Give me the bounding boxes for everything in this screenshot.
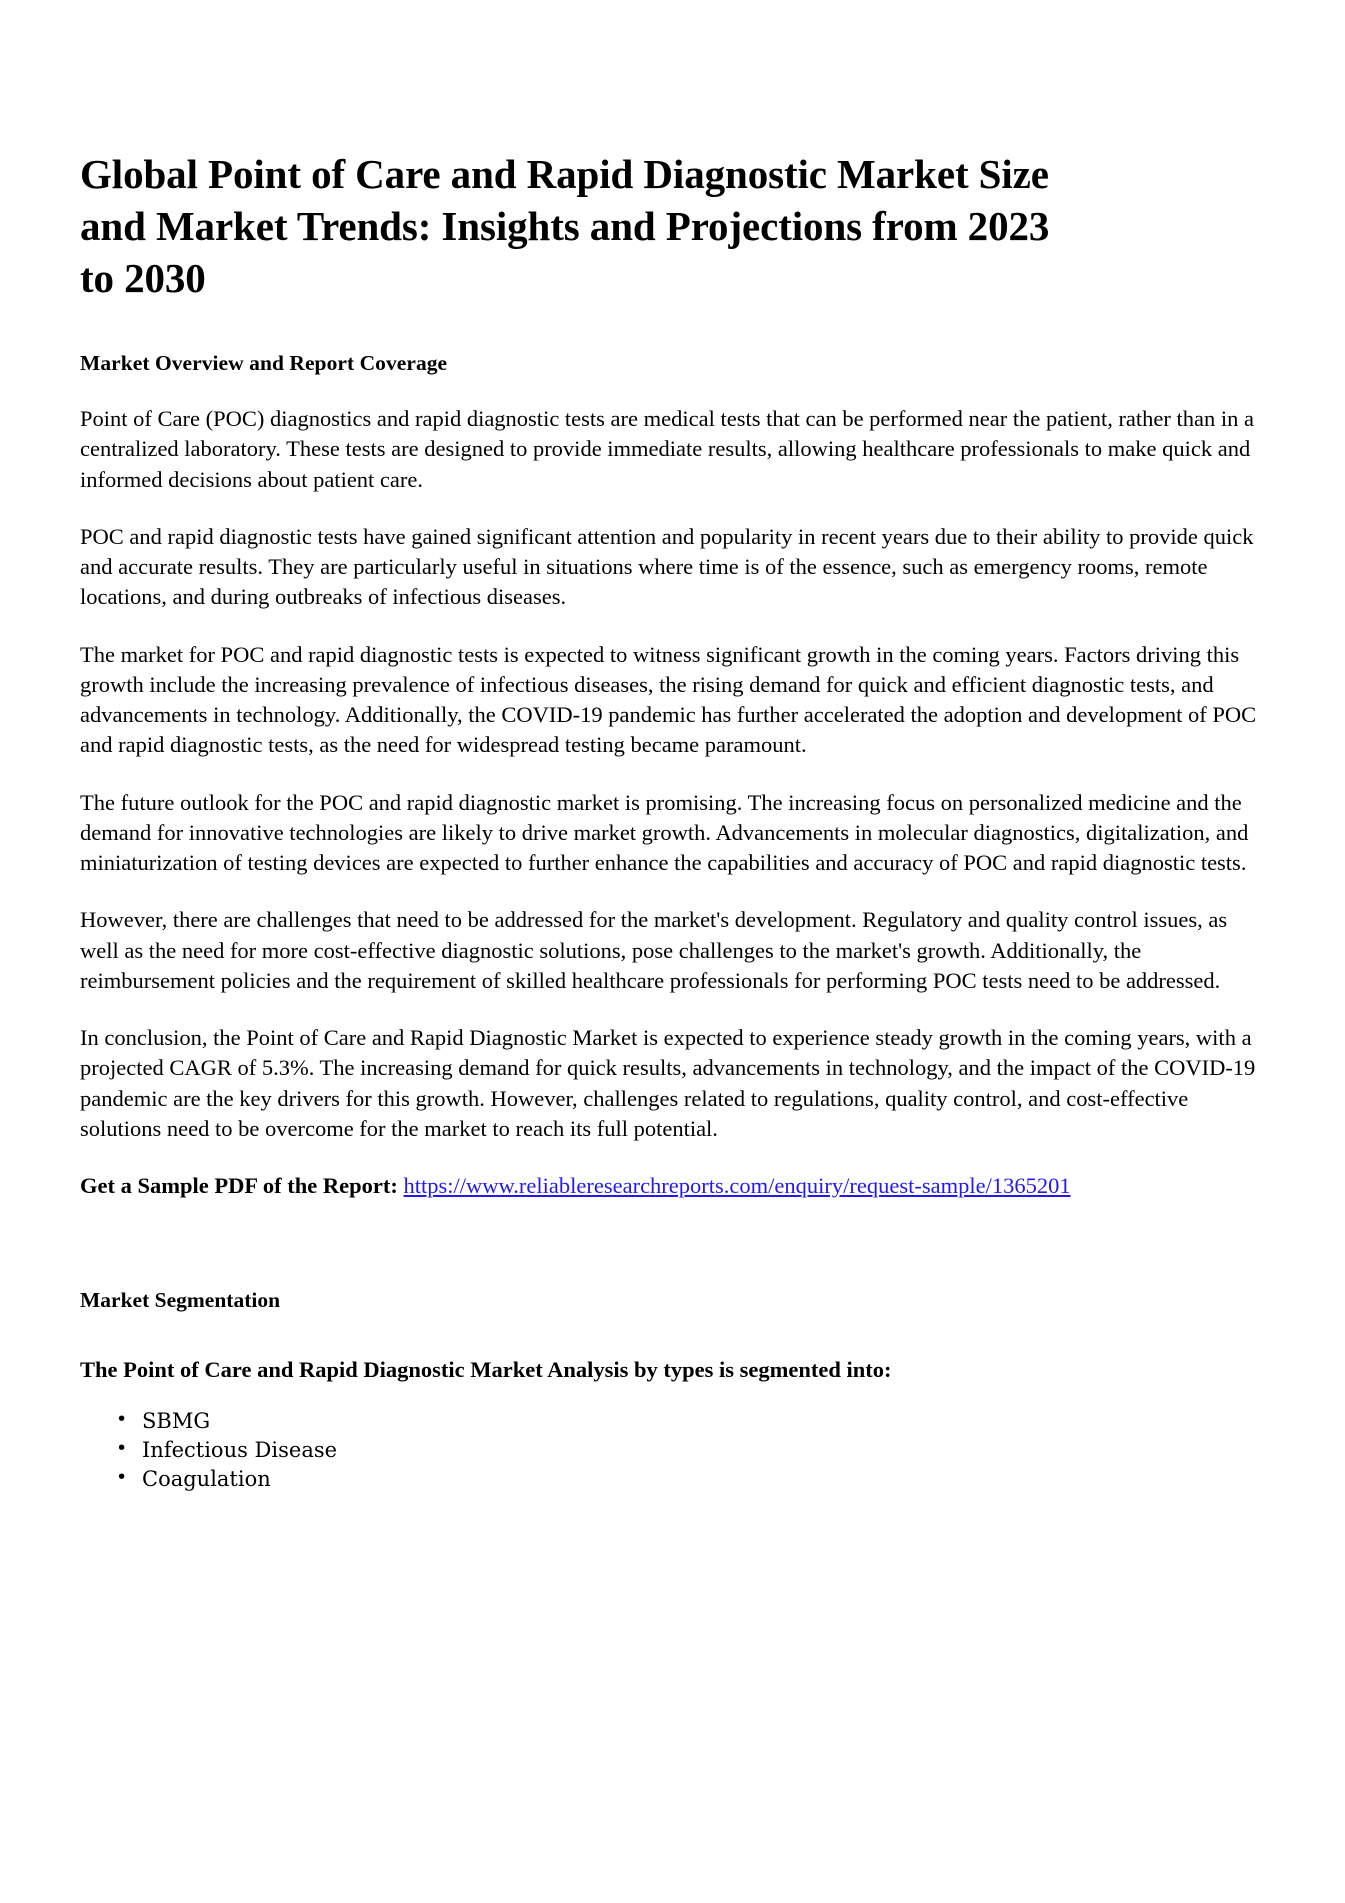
- paragraph-challenges: However, there are challenges that need to be addressed for the market's development. Regulatory and quality control issues, as well as the need for more cost-effective diagnostic solutions, pose challenges to the market's growth. Additionally, the reimbursement policies and the requirement of skilled healthcare professionals for performing POC tests need to be addressed.: [80, 907, 1228, 993]
- paragraph-poc-definition: Point of Care (POC) diagnostics and rapid diagnostic tests are medical tests that can be performed near the patient, rather than in a centralized laboratory. These tests are designed to provide immediate results, allowing healthcare professionals to make quick and informed decisions about patient care.: [80, 406, 1254, 492]
- list-item-label: SBMG: [142, 1408, 211, 1433]
- list-item-label: Coagulation: [142, 1466, 271, 1491]
- list-item: [116, 1465, 1265, 1492]
- section-heading-market-overview: Market Overview and Report Coverage: [80, 351, 448, 376]
- segmentation-types-subheading: The Point of Care and Rapid Diagnostic Market Analysis by types is segmented into:: [80, 1357, 892, 1383]
- sample-pdf-line: [80, 1171, 1265, 1201]
- list-item-label: Infectious Disease: [142, 1437, 338, 1462]
- section-spacer: [80, 1201, 1265, 1287]
- page-title: Global Point of Care and Rapid Diagnostic Market Size and Market Trends: Insights and Projections from 2023 to 2030: [80, 151, 1050, 302]
- bullet-icon: •: [116, 1407, 128, 1430]
- paragraph-conclusion: In conclusion, the Point of Care and Rapid Diagnostic Market is expected to experience steady growth in the coming years, with a projected CAGR of 5.3%. The increasing demand for quick results, advancements in technology, and the impact of the COVID-19 pandemic are the key drivers for this growth. However, challenges related to regulations, quality control, and cost-effective solutions need to be overcome for the market to reach its full potential.: [80, 1025, 1256, 1141]
- segmentation-types-list: [80, 1409, 1265, 1493]
- section-heading-market-segmentation: Market Segmentation: [80, 1288, 281, 1313]
- bullet-icon: •: [116, 1436, 128, 1459]
- list-item: [116, 1407, 1265, 1434]
- bullet-icon: •: [116, 1465, 128, 1488]
- list-item: [116, 1436, 1265, 1463]
- sample-pdf-link[interactable]: https://www.reliableresearchreports.com/enquiry/request-sample/1365201: [403, 1173, 1071, 1199]
- paragraph-future-outlook: The future outlook for the POC and rapid diagnostic market is promising. The increasing focus on personalized medicine and the demand for innovative technologies are likely to drive market growth. Advancements in molecular diagnostics, digitalization, and miniaturization of testing devices are expected to further enhance the capabilities and accuracy of POC and rapid diagnostic tests.: [80, 789, 1249, 876]
- sample-pdf-label: Get a Sample PDF of the Report:: [80, 1173, 404, 1199]
- paragraph-poc-popularity: POC and rapid diagnostic tests have gained significant attention and popularity in recent years due to their ability to provide quick and accurate results. They are particularly useful in situations where time is of the essence, such as emergency rooms, remote locations, and during outbreaks of infectious diseases.: [80, 523, 1254, 610]
- paragraph-market-growth-drivers: The market for POC and rapid diagnostic tests is expected to witness significant growth in the coming years. Factors driving this growth include the increasing prevalence of infectious diseases, the rising demand for quick and efficient diagnostic tests, and advancements in technology. Additionally, the COVID-19 pandemic has further accelerated the adoption and development of POC and rapid diagnostic tests, as the need for widespread testing became paramount.: [80, 641, 1257, 758]
